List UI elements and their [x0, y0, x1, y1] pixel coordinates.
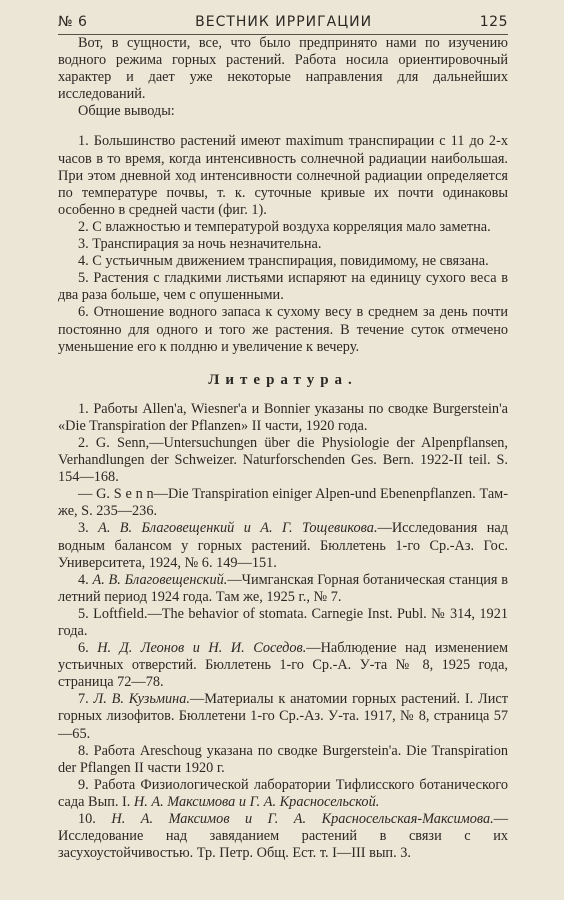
issue-number: № 6	[58, 14, 88, 30]
reference-item: — G. S e n n—Die Transpiration einiger Alpen-und Ebenenpflanzen. Там-же, S. 235—236.	[58, 486, 508, 520]
reference-item: 8. Работа Areschoug указана по сводке Burgerstein'a. Die Transpiration der Pflangen II части 1920 г.	[58, 742, 508, 776]
conclusion-item: 6. Отношение водного запаса к сухому весу в среднем за день почти постоянно для одного и того же растения. В течение суток отмечено уменьшение его к полдню и увеличение к вечеру.	[58, 304, 508, 355]
page-number: 125	[479, 14, 508, 30]
conclusion-item: 4. С устьичным движением транспирация, повидимому, не связана.	[78, 253, 489, 270]
running-head	[58, 14, 508, 30]
reference-item: 2. G. Senn,—Untersuchungen über die Physiologie der Alpenpflansen, Verhandlungen der Schweizer. Naturforschenden Ges. Bern. 1922-II teil. S. 154—168.	[58, 434, 508, 486]
intro-paragraph: Вот, в сущности, все, что было предпринято нами по изучению водного режима горных растений. Работа носила ориентировочный характер и дает уже некоторые направления для дальнейших исследований.	[58, 35, 508, 103]
conclusion-item: 1. Большинство растений имеют maximum транспирации с 11 до 2-х часов в то время, когда интенсивность солнечной радиации наибольшая. При этом дневной ход интенсивности солнечной радиации определяется по температуре почвы, т. к. суточные кривые их почти одинаковы особенно в средней части (фиг. 1).	[58, 133, 508, 218]
reference-item: 5. Loftfield.—The behavior of stomata. Carnegie Inst. Publ. № 314, 1921 года.	[58, 605, 508, 639]
conclusions-label: Общие выводы:	[78, 103, 175, 120]
reference-item: 6. Н. Д. Леонов и Н. И. Соседов.—Наблюдение над изменением устьичных отверстий. Бюллетень 1-го Ср.-А. У-та № 8, 1925 года, страница 72—78.	[58, 640, 508, 691]
journal-title: ВЕСТНИК ИРРИГАЦИИ	[195, 14, 373, 30]
conclusion-item: 2. С влажностью и температурой воздуха корреляция мало заметна.	[78, 218, 491, 235]
conclusion-item: 5. Растения с гладкими листьями испаряют на единицу сухого веса в два раза больше, чем с опушенными.	[58, 270, 508, 304]
conclusion-item: 3. Транспирация за ночь незначительна.	[78, 236, 322, 253]
reference-item: 4. А. В. Благовещенский.—Чимганская Горная ботаническая станция в летний период 1924 года. Там же, 1925 г., № 7.	[58, 571, 509, 605]
reference-item: 10. Н. А. Максимов и Г. А. Красносельская-Максимова.—Исследование над завяданием растений в связи с их засухоустойчивостью. Тр. Петр. Общ. Ест. т. I—III вып. 3.	[58, 811, 508, 862]
reference-item: 9. Работа Физиологической лаборатории Тифлисского ботанического сада Вып. I. Н. А. Максимова и Г. А. Красносельской.	[58, 776, 508, 810]
article-body	[58, 35, 508, 862]
reference-item: 3. А. В. Благовещенкий и А. Г. Тощевикова.—Исследования над водным балансом у горных растений. Бюллетень 1-го Ср.-Аз. Гос. Университета, 1924, № 6. 149—151.	[58, 520, 508, 571]
literature-heading: Литература.	[208, 371, 358, 388]
reference-item: 7. Л. В. Кузьмина.—Материалы к анатомии горных растений. I. Лист горных лизофитов. Бюллетени 1-го Ср.-Аз. У-та. 1917, № 8, страница 57—65.	[58, 691, 509, 742]
reference-item: 1. Работы Allen'a, Wiesner'a и Bonnier указаны по сводке Burgerstein'a «Die Transpiration der Pflanzen» II части, 1920 года.	[58, 400, 508, 434]
